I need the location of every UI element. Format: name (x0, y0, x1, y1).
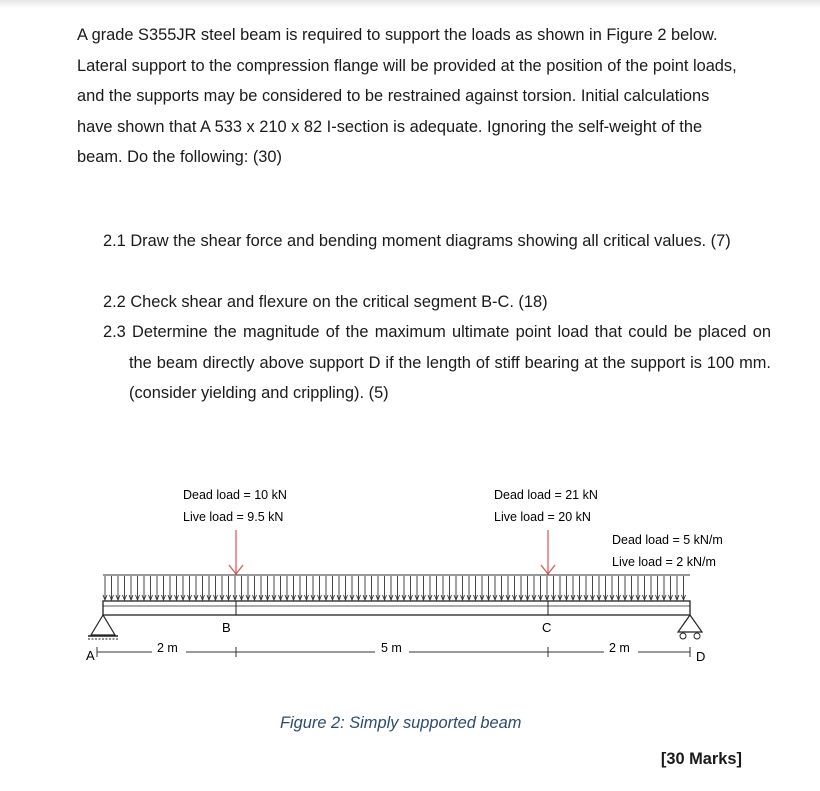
span-bc: 5 m (381, 641, 402, 655)
label-a: A (86, 648, 95, 663)
span-ab: 2 m (157, 641, 178, 655)
point-load-b-arrow (229, 530, 243, 574)
label-b: B (222, 620, 231, 635)
label-d: D (696, 649, 706, 664)
span-cd: 2 m (609, 641, 630, 655)
total-marks: [30 Marks] (660, 750, 742, 768)
question-intro: A grade S355JR steel beam is required to support the loads as shown in Figure 2 below. Lateral support to the compression flange will be provided at the position of the point loads, and the supports may be considered to be restrained against torsion. Initial calculations have shown that A 533 x 210 x 82 I-section is adequate. Ignoring the self-weight of the beam. Do the following: (30) (77, 26, 737, 166)
point-load-c-arrow (541, 530, 555, 574)
roller-support-d (678, 615, 702, 639)
beam (103, 601, 690, 615)
udl-arrows (103, 575, 690, 600)
load-c-live: Live load = 20 kN (494, 510, 591, 524)
task-2-1: 2.1 Draw the shear force and bending moment diagrams showing all critical values. (7) (103, 232, 731, 250)
label-c: C (542, 620, 552, 635)
load-c-dead: Dead load = 21 kN (494, 488, 598, 502)
udl-dead: Dead load = 5 kN/m (612, 533, 723, 547)
top-shadow-bar (0, 0, 820, 8)
figure-caption: Figure 2: Simply supported beam (280, 714, 522, 732)
load-b-dead: Dead load = 10 kN (183, 488, 287, 502)
pin-support-a (88, 615, 118, 639)
task-2-3: 2.3 Determine the magnitude of the maximum ultimate point load that could be placed on the beam directly above support D if the length of stiff bearing at the support is 100 mm. (consider yielding and crippling). (5) (103, 323, 771, 402)
beam-figure (0, 470, 820, 670)
load-b-live: Live load = 9.5 kN (183, 510, 284, 524)
task-2-2: 2.2 Check shear and flexure on the critical segment B-C. (18) (103, 293, 548, 311)
udl-live: Live load = 2 kN/m (612, 555, 716, 569)
